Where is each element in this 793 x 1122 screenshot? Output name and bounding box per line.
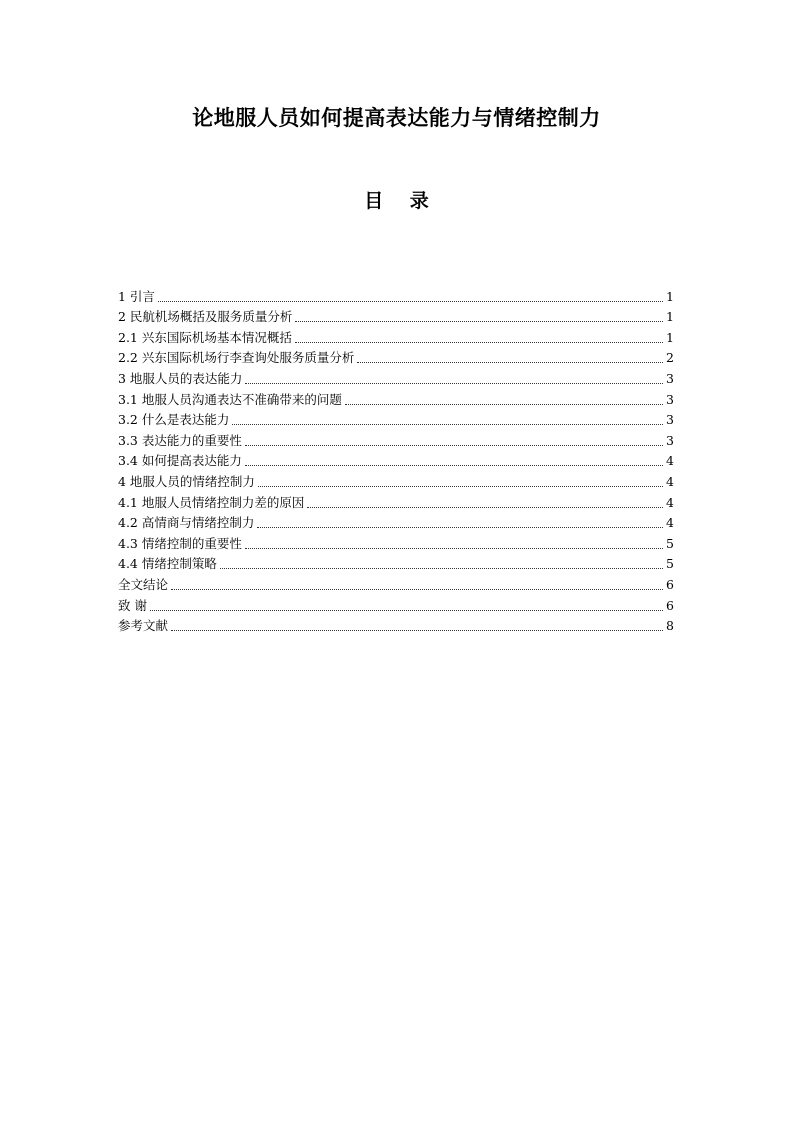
toc-entry-page: 6 [666,597,674,613]
toc-entry-page: 3 [666,432,674,448]
toc-entry-label: 4.1 地服人员情绪控制力差的原因 [118,494,305,510]
toc-dot-leader [245,382,663,384]
toc-entry-page: 4 [666,453,674,469]
toc-entry-4-1[interactable] [118,490,674,511]
toc-dot-leader [295,320,663,322]
toc-entry-page: 1 [666,329,674,345]
toc-entry-page: 4 [666,494,674,510]
toc-entry-label: 3.1 地服人员沟通表达不准确带来的问题 [118,391,342,407]
toc-entry-label: 参考文献 [118,618,169,634]
toc-entry-label: 2.1 兴东国际机场基本情况概括 [118,329,292,345]
toc-entry-page: 5 [666,535,674,551]
toc-entry-page: 3 [666,370,674,386]
page-title: 论地服人员如何提高表达能力与情绪控制力 [192,105,601,130]
toc-entry-page: 5 [666,556,674,572]
toc-entry-4-2[interactable] [118,511,674,532]
toc-entry-page: 8 [666,618,674,634]
toc-entry-references[interactable] [118,614,674,635]
toc-entry-label: 3.2 什么是表达能力 [118,412,230,428]
table-of-contents [118,284,674,634]
toc-entry-label: 4.4 情绪控制策略 [118,556,217,572]
toc-entry-4-4[interactable] [118,552,674,573]
toc-entry-label: 2.2 兴东国际机场行李查询处服务质量分析 [118,350,355,366]
toc-entry-label: 致 谢 [118,597,147,613]
toc-entry-page: 3 [666,412,674,428]
toc-dot-leader [171,629,663,631]
toc-entry-3-4[interactable] [118,449,674,470]
toc-entry-2[interactable] [118,305,674,326]
toc-entry-page: 4 [666,515,674,531]
toc-dot-leader [232,423,663,425]
toc-dot-leader [158,300,663,302]
toc-dot-leader [257,526,663,528]
toc-entry-intro[interactable] [118,284,674,305]
toc-dot-leader [307,506,663,508]
toc-entry-label: 4 地服人员的情绪控制力 [118,473,255,489]
toc-entry-page: 6 [666,576,674,592]
toc-entry-acknowledgements[interactable] [118,593,674,614]
toc-entry-3-2[interactable] [118,408,674,429]
toc-entry-label: 3.4 如何提高表达能力 [118,453,242,469]
toc-dot-leader [171,588,663,590]
toc-entry-label: 2 民航机场概括及服务质量分析 [118,309,293,325]
toc-dot-leader [245,547,663,549]
toc-entry-4[interactable] [118,469,674,490]
toc-entry-2-2[interactable] [118,346,674,367]
toc-entry-3-3[interactable] [118,428,674,449]
toc-entry-label: 3 地服人员的表达能力 [118,370,243,386]
toc-dot-leader [245,444,663,446]
toc-dot-leader [345,403,663,405]
toc-entry-3[interactable] [118,366,674,387]
toc-entry-4-3[interactable] [118,531,674,552]
toc-dot-leader [245,464,663,466]
toc-entry-page: 1 [666,309,674,325]
toc-dot-leader [258,485,663,487]
toc-dot-leader [295,341,663,343]
toc-dot-leader [150,609,663,611]
toc-entry-label: 1 引言 [118,288,155,304]
toc-entry-page: 4 [666,473,674,489]
toc-entry-2-1[interactable] [118,325,674,346]
toc-entry-label: 全文结论 [118,576,169,592]
toc-dot-leader [220,567,663,569]
toc-entry-page: 2 [666,350,674,366]
toc-entry-page: 1 [666,288,674,304]
toc-heading: 目 录 [364,190,439,212]
toc-entry-label: 4.2 高情商与情绪控制力 [118,515,255,531]
toc-entry-conclusion[interactable] [118,572,674,593]
toc-entry-label: 4.3 情绪控制的重要性 [118,535,242,551]
toc-entry-label: 3.3 表达能力的重要性 [118,432,242,448]
toc-entry-3-1[interactable] [118,387,674,408]
toc-entry-page: 3 [666,391,674,407]
toc-dot-leader [357,361,663,363]
